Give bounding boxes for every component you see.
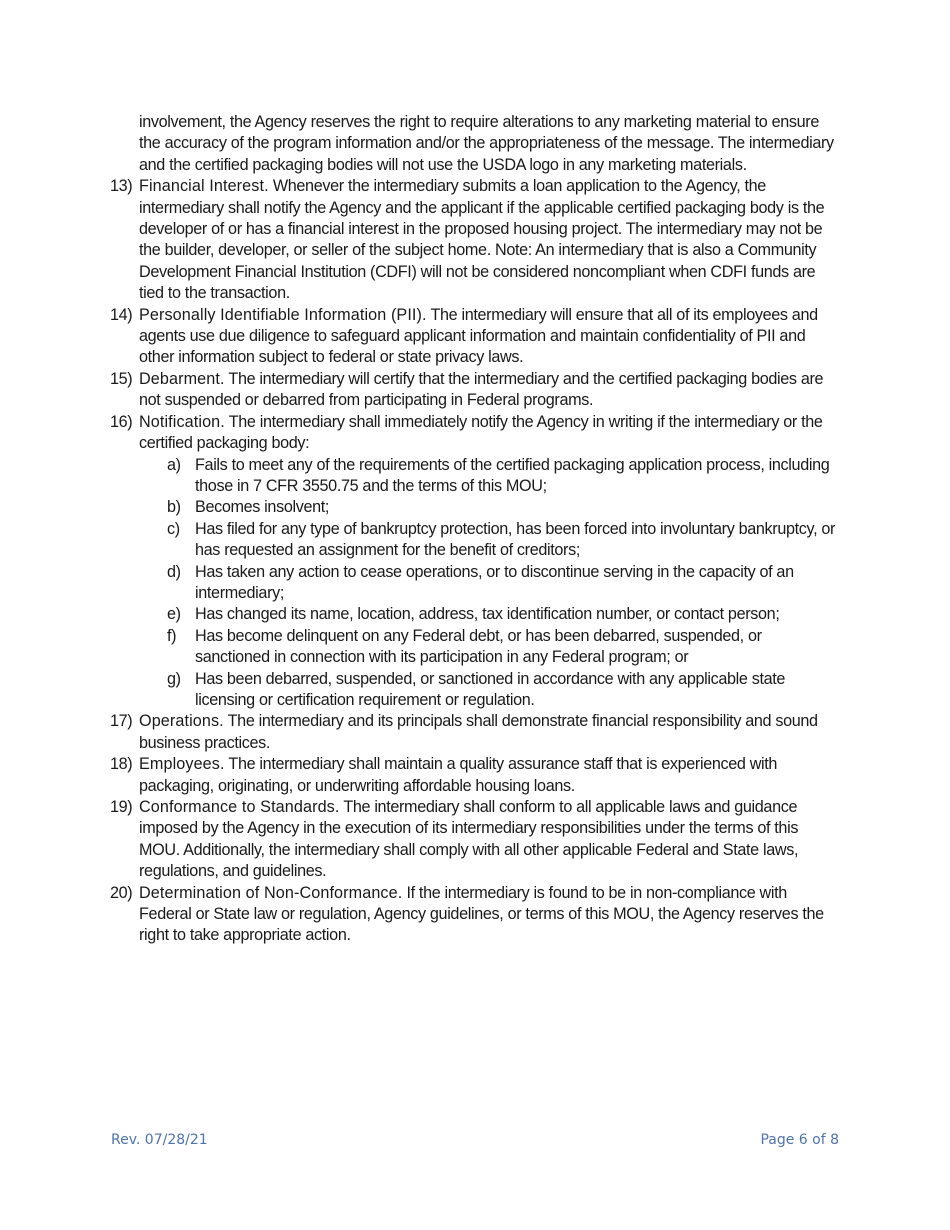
sublist-item <box>167 626 840 669</box>
sublist-item <box>167 562 840 605</box>
item-number: 20) <box>110 883 133 902</box>
item-text: The intermediary will certify that the intermediary and the certified packaging bodies are not suspended or debarred from participating in Federal programs. <box>139 369 824 410</box>
item-text: The intermediary shall conform to all applicable laws and guidance imposed by the Agency in the execution of its intermediary responsibilities under the terms of this MOU. Additionally, the intermediary shall comply with all other applicable Federal and State laws, regulations, and guidelines. <box>139 798 799 881</box>
item-heading: Notification. <box>139 412 225 431</box>
item-heading: Debarment. <box>139 369 225 388</box>
item-text: If the intermediary is found to be in non-compliance with Federal or State law or regulation, Agency guidelines, or terms of this MOU, the Agency reserves the right to take appropriate action. <box>139 883 824 945</box>
list-item <box>110 883 840 947</box>
sublist-letter: f) <box>167 626 177 645</box>
item-text: The intermediary shall immediately notify the Agency in writing if the intermediary or the certified packaging body: <box>139 412 823 453</box>
item-number: 18) <box>110 755 133 774</box>
sublist-item <box>167 669 840 712</box>
item-text: The intermediary will ensure that all of its employees and agents use due diligence to safeguard applicant information and maintain confidentiality of PII and other information subject to federal or state privacy laws. <box>139 305 818 367</box>
item-number: 15) <box>110 369 133 388</box>
item-heading: Operations. <box>139 712 224 731</box>
lettered-sublist <box>139 455 840 712</box>
item-heading: Employees. <box>139 755 225 774</box>
item-number: 13) <box>110 177 133 196</box>
sublist-text: Has taken any action to cease operations, or to discontinue serving in the capacity of an intermediary; <box>195 562 794 602</box>
item-heading: Conformance to Standards. <box>139 798 340 816</box>
sublist-text: Has changed its name, location, address, tax identification number, or contact person; <box>195 605 780 624</box>
sublist-item <box>167 455 840 498</box>
item-text: The intermediary and its principals shall demonstrate financial responsibility and sound business practices. <box>139 712 818 752</box>
list-item <box>110 176 840 304</box>
sublist-letter: e) <box>167 605 181 624</box>
item-text: The intermediary shall maintain a quality assurance staff that is experienced with packaging, originating, or underwriting affordable housing loans. <box>139 755 778 795</box>
item-number: 16) <box>110 412 133 431</box>
sublist-letter: d) <box>167 562 181 581</box>
sublist-letter: c) <box>167 519 180 538</box>
item-text: Whenever the intermediary submits a loan application to the Agency, the intermediary shall notify the Agency and the applicant if the applicable certified packaging body is the developer of or has a financial interest in the proposed housing project. The intermediary may not be the builder, developer, or seller of the subject home. Note: An intermediary that is also a Community Development Financial Institution (CDFI) will not be considered noncompliant when CDFI funds are tied to the transaction. <box>139 177 825 303</box>
sublist-text: Has been debarred, suspended, or sanctioned in accordance with any applicable state licensing or certification requirement or regulation. <box>195 669 786 709</box>
item-number: 14) <box>110 305 133 324</box>
item-number: 19) <box>110 798 133 816</box>
sublist-item <box>167 519 840 562</box>
sublist-letter: g) <box>167 669 181 688</box>
list-item <box>110 711 840 754</box>
sublist-item <box>167 604 840 625</box>
sublist-text: Fails to meet any of the requirements of the certified packaging application process, including those in 7 CFR 3550.75 and the terms of this MOU; <box>195 455 830 495</box>
sublist-letter: b) <box>167 498 181 517</box>
item-number: 17) <box>110 712 133 731</box>
footer-page-number: Page 6 of 8 <box>760 1132 839 1148</box>
list-item <box>110 305 840 369</box>
list-item <box>110 369 840 412</box>
sublist-letter: a) <box>167 455 181 474</box>
footer-revision: Rev. 07/28/21 <box>111 1132 208 1148</box>
item-heading: Financial Interest. <box>139 177 269 196</box>
list-item <box>110 797 840 883</box>
sublist-item <box>167 497 840 518</box>
document-body <box>110 112 840 947</box>
item-heading: Determination of Non-Conformance. <box>139 883 403 902</box>
item-heading: Personally Identifiable Information (PII). <box>139 305 427 324</box>
sublist-text: Has become delinquent on any Federal debt, or has been debarred, suspended, or sanctioned in connection with its participation in any Federal program; or <box>195 626 762 667</box>
intro-paragraph: involvement, the Agency reserves the right to require alterations to any marketing material to ensure the accuracy of the program information and/or the appropriateness of the message. The intermediary and the certified packaging bodies will not use the USDA logo in any marketing materials. <box>139 113 834 174</box>
sublist-text: Has filed for any type of bankruptcy protection, has been forced into involuntary bankruptcy, or has requested an assignment for the benefit of creditors; <box>195 519 836 560</box>
list-item <box>110 412 840 712</box>
numbered-list <box>110 176 840 947</box>
list-item <box>110 754 840 797</box>
sublist-text: Becomes insolvent; <box>195 498 330 517</box>
